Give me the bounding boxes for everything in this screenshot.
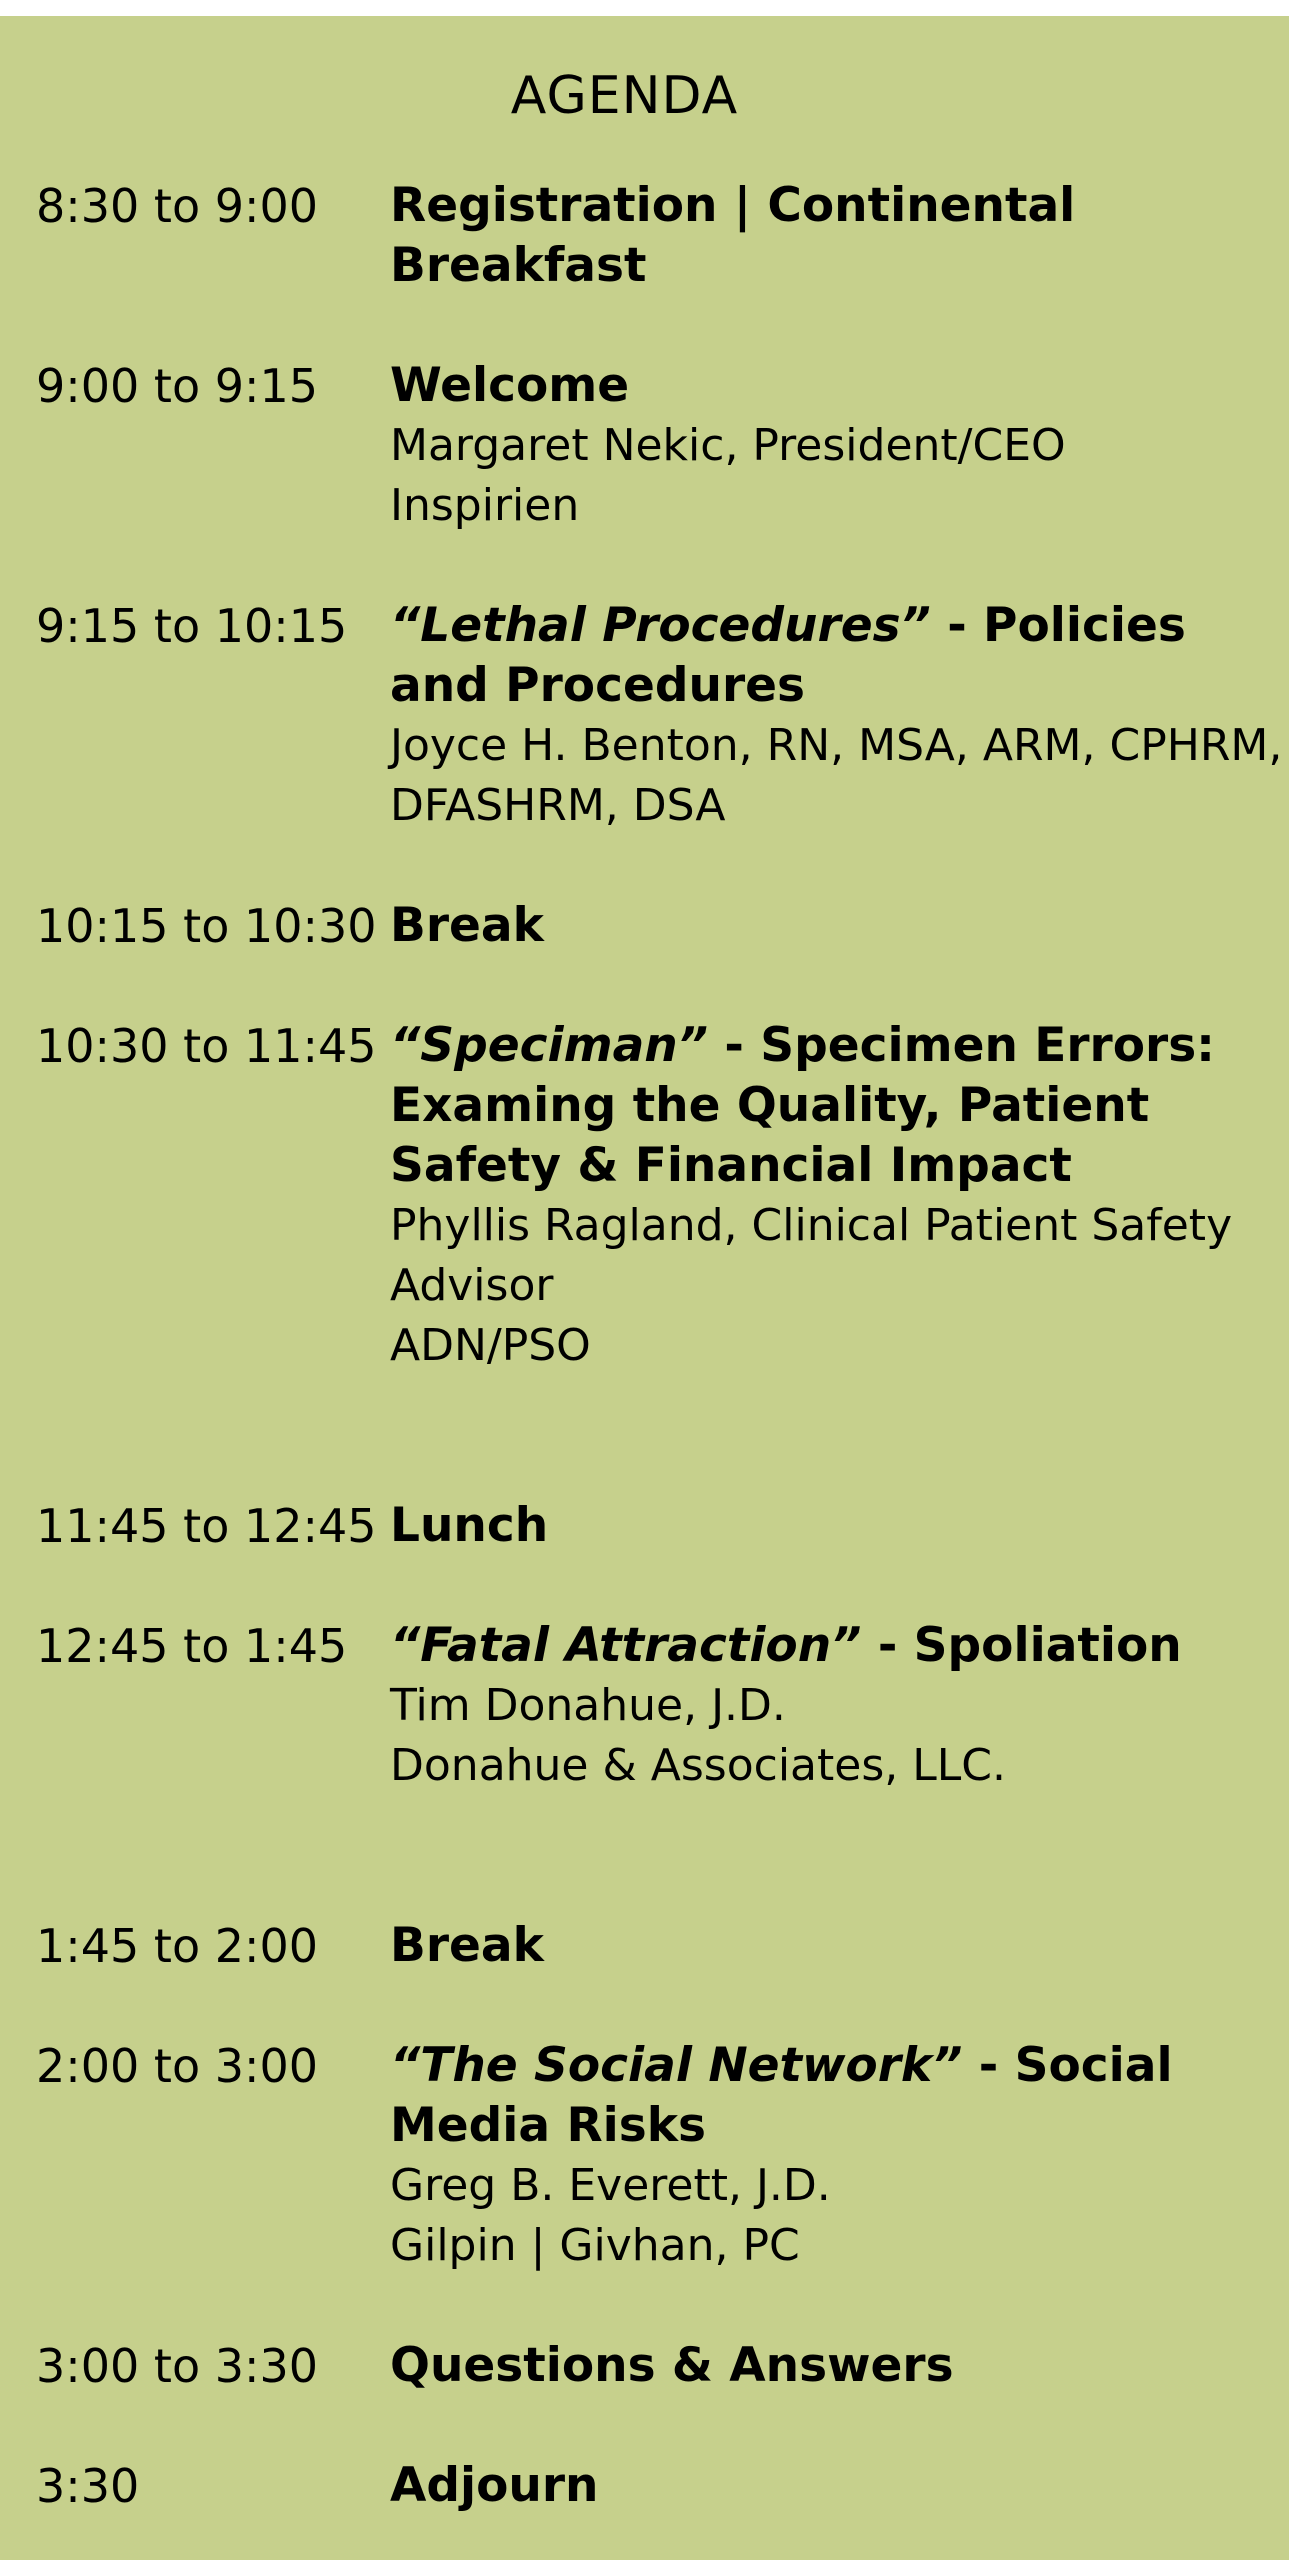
agenda-content (390, 1616, 1270, 1796)
agenda-headline-text: Registration | Continental Breakfast (390, 178, 1076, 293)
agenda-quoted-title: “Fatal Attraction” (390, 1618, 862, 1673)
agenda-headline (390, 1496, 1270, 1556)
agenda-content (390, 176, 1270, 296)
agenda-content (390, 896, 1270, 956)
agenda-quoted-title: “Speciman” (390, 1018, 709, 1073)
agenda-time: 10:30 to 11:45 (36, 1019, 377, 1073)
agenda-quoted-title: “The Social Network” (390, 2038, 963, 2093)
agenda-headline-text: Break (390, 898, 544, 953)
agenda-content (390, 596, 1283, 836)
agenda-headline-text: - Policies and Procedures (390, 598, 1186, 713)
agenda-speaker-line: Advisor (390, 1260, 554, 1311)
agenda-time: 11:45 to 12:45 (36, 1499, 377, 1553)
agenda-time: 9:15 to 10:15 (36, 599, 348, 653)
agenda-title: AGENDA (510, 66, 739, 126)
agenda-speaker-line: Greg B. Everett, J.D. (390, 2160, 831, 2211)
agenda-headline (390, 2456, 1270, 2516)
agenda-time: 10:15 to 10:30 (36, 899, 377, 953)
agenda-content (390, 2336, 1270, 2396)
agenda-headline (390, 1616, 1270, 1676)
agenda-speaker-line: Phyllis Ragland, Clinical Patient Safety (390, 1200, 1233, 1251)
agenda-content (390, 1496, 1270, 1556)
agenda-headline (390, 896, 1270, 956)
agenda-content (390, 1916, 1270, 1976)
agenda-headline (390, 1016, 1270, 1196)
agenda-headline-text: - Specimen Errors: Examing the Quality, Patient Safety & Financial Impact (390, 1018, 1215, 1193)
agenda-panel (0, 16, 1289, 2560)
agenda-quoted-title: “Lethal Procedures” (390, 598, 931, 653)
agenda-headline-text: Break (390, 1918, 544, 1973)
agenda-headline (390, 2336, 1270, 2396)
agenda-content (390, 356, 1270, 536)
agenda-speaker-line: Joyce H. Benton, RN, MSA, ARM, CPHRM, (390, 720, 1283, 771)
agenda-content (390, 2036, 1270, 2276)
agenda-time: 1:45 to 2:00 (36, 1919, 319, 1973)
agenda-headline-text: Lunch (390, 1498, 549, 1553)
agenda-headline-text: Questions & Answers (390, 2338, 954, 2393)
agenda-headline (390, 176, 1270, 296)
agenda-time: 9:00 to 9:15 (36, 359, 319, 413)
agenda-speaker-line: Tim Donahue, J.D. (390, 1680, 786, 1731)
agenda-headline-text: - Spoliation (861, 1618, 1182, 1673)
agenda-headline (390, 2036, 1270, 2156)
agenda-speaker-line: Margaret Nekic, President/CEO (390, 420, 1066, 471)
agenda-headline-text: Adjourn (390, 2458, 599, 2513)
agenda-speaker-line: DFASHRM, DSA (390, 780, 726, 831)
agenda-time: 2:00 to 3:00 (36, 2039, 319, 2093)
agenda-speaker-line: Donahue & Associates, LLC. (390, 1740, 1006, 1791)
agenda-content (390, 1016, 1270, 1376)
agenda-headline (390, 596, 1270, 716)
agenda-time: 3:00 to 3:30 (36, 2339, 319, 2393)
agenda-headline (390, 356, 1270, 416)
agenda-time: 12:45 to 1:45 (36, 1619, 348, 1673)
agenda-headline-text: Welcome (390, 358, 630, 413)
agenda-time: 3:30 (36, 2459, 140, 2513)
agenda-speaker-line: Gilpin | Givhan, PC (390, 2220, 800, 2271)
agenda-speaker-line: Inspirien (390, 480, 580, 531)
agenda-headline-text: - Social Media Risks (390, 2038, 1173, 2153)
agenda-time: 8:30 to 9:00 (36, 179, 319, 233)
agenda-speaker-line: ADN/PSO (390, 1320, 591, 1371)
agenda-headline (390, 1916, 1270, 1976)
agenda-content (390, 2456, 1270, 2516)
